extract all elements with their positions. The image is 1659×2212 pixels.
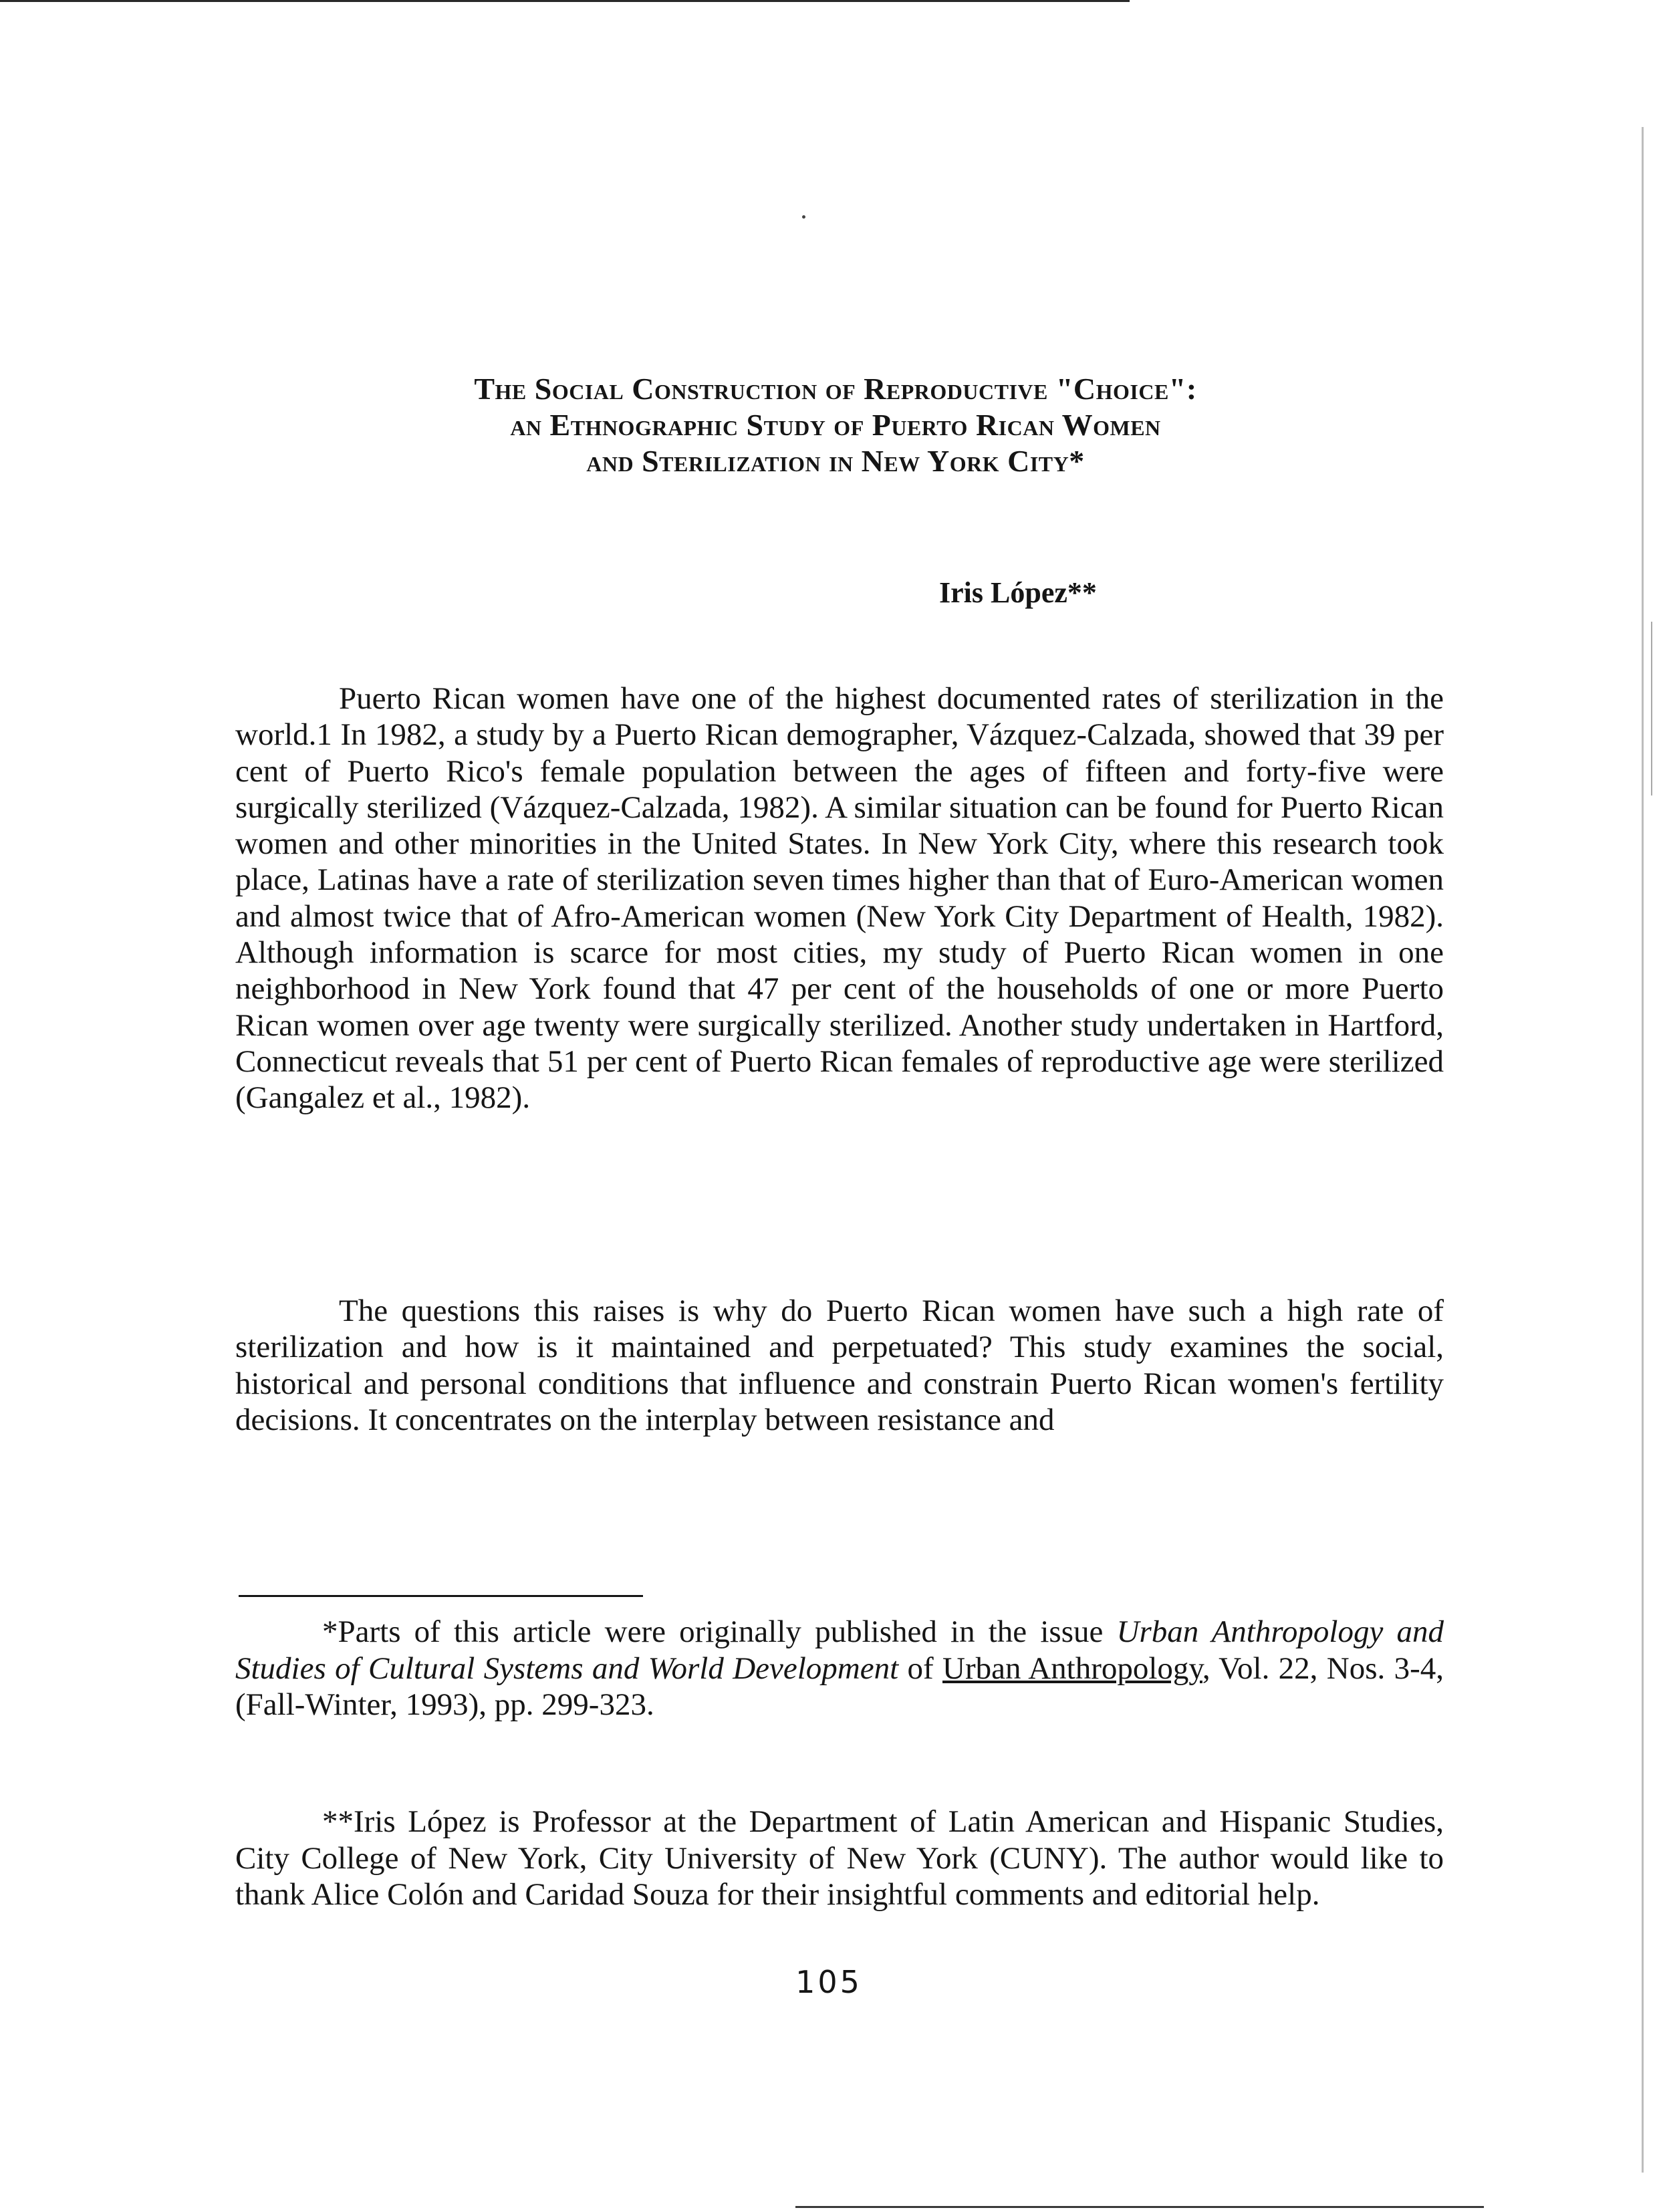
footnote-1-issue-title: Urban Anthropology and Studies of Cultural Systems and World Development	[235, 1614, 1444, 1686]
scan-edge-bottom	[795, 2206, 1484, 2208]
title-line-1: The Social Construction of Reproductive "Choice":	[474, 372, 1197, 406]
footnote-1-journal: Urban Anthropology	[942, 1650, 1202, 1686]
body-paragraph-1: Puerto Rican women have one of the highest documented rates of sterilization in the world.1 In 1982, a study by a Puerto Rican demographer, Vázquez-Calzada, showed that 39 per cent of Puerto Rico's female population between the ages of fifteen and forty-five were surgically sterilized (Vázquez-Calzada, 1982). A similar situation can be found for Puerto Rican women and other minorities in the United States. In New York City, where this research took place, Latinas have a rate of sterilization seven times higher than that of Euro-American women and almost twice that of Afro-American women (New York City Department of Health, 1982). Although information is scarce for most cities, my study of Puerto Rican women in one neighborhood in New York found that 47 per cent of the households of one or more Puerto Rican women over age twenty were surgically sterilized. Another study undertaken in Hartford, Connecticut reveals that 51 per cent of Puerto Rican females of reproductive age were sterilized (Gangalez et al., 1982).	[235, 681, 1444, 1116]
body-paragraph-2: The questions this raises is why do Puerto Rican women have such a high rate of sterilization and how is it maintained and perpetuated? This study examines the social, historical and personal conditions that influence and constrain Puerto Rican women's fertility decisions. It concentrates on the interplay between resistance and	[235, 1294, 1444, 1437]
footnote-1-mid: of	[898, 1650, 942, 1686]
scan-speck	[802, 215, 805, 219]
scan-edge-right-mark	[1651, 622, 1652, 795]
scan-edge-top	[0, 0, 1130, 2]
page-number: 105	[795, 1964, 862, 2000]
title-line-2: an Ethnographic Study of Puerto Rican Women	[510, 408, 1161, 442]
footnote-2: **Iris López is Professor at the Department of Latin American and Hispanic Studies, City College of New York, City University of New York (CUNY). The author would like to thank Alice Colón and Caridad Souza for their insightful comments and editorial help.	[235, 1804, 1444, 1912]
footnote-separator	[239, 1595, 643, 1597]
article-title	[267, 371, 1404, 479]
footnote-1-lead: *Parts of this article were originally published in the issue	[322, 1614, 1117, 1649]
footnote-1	[235, 1614, 1444, 1723]
author-name: Iris López**	[939, 576, 1097, 609]
scan-edge-right	[1642, 127, 1644, 2173]
footnote-1-tail: , Vol. 22, Nos. 3-4, (Fall-Winter, 1993), pp. 299-323.	[235, 1650, 1444, 1722]
title-line-3: and Sterilization in New York City*	[586, 444, 1085, 478]
